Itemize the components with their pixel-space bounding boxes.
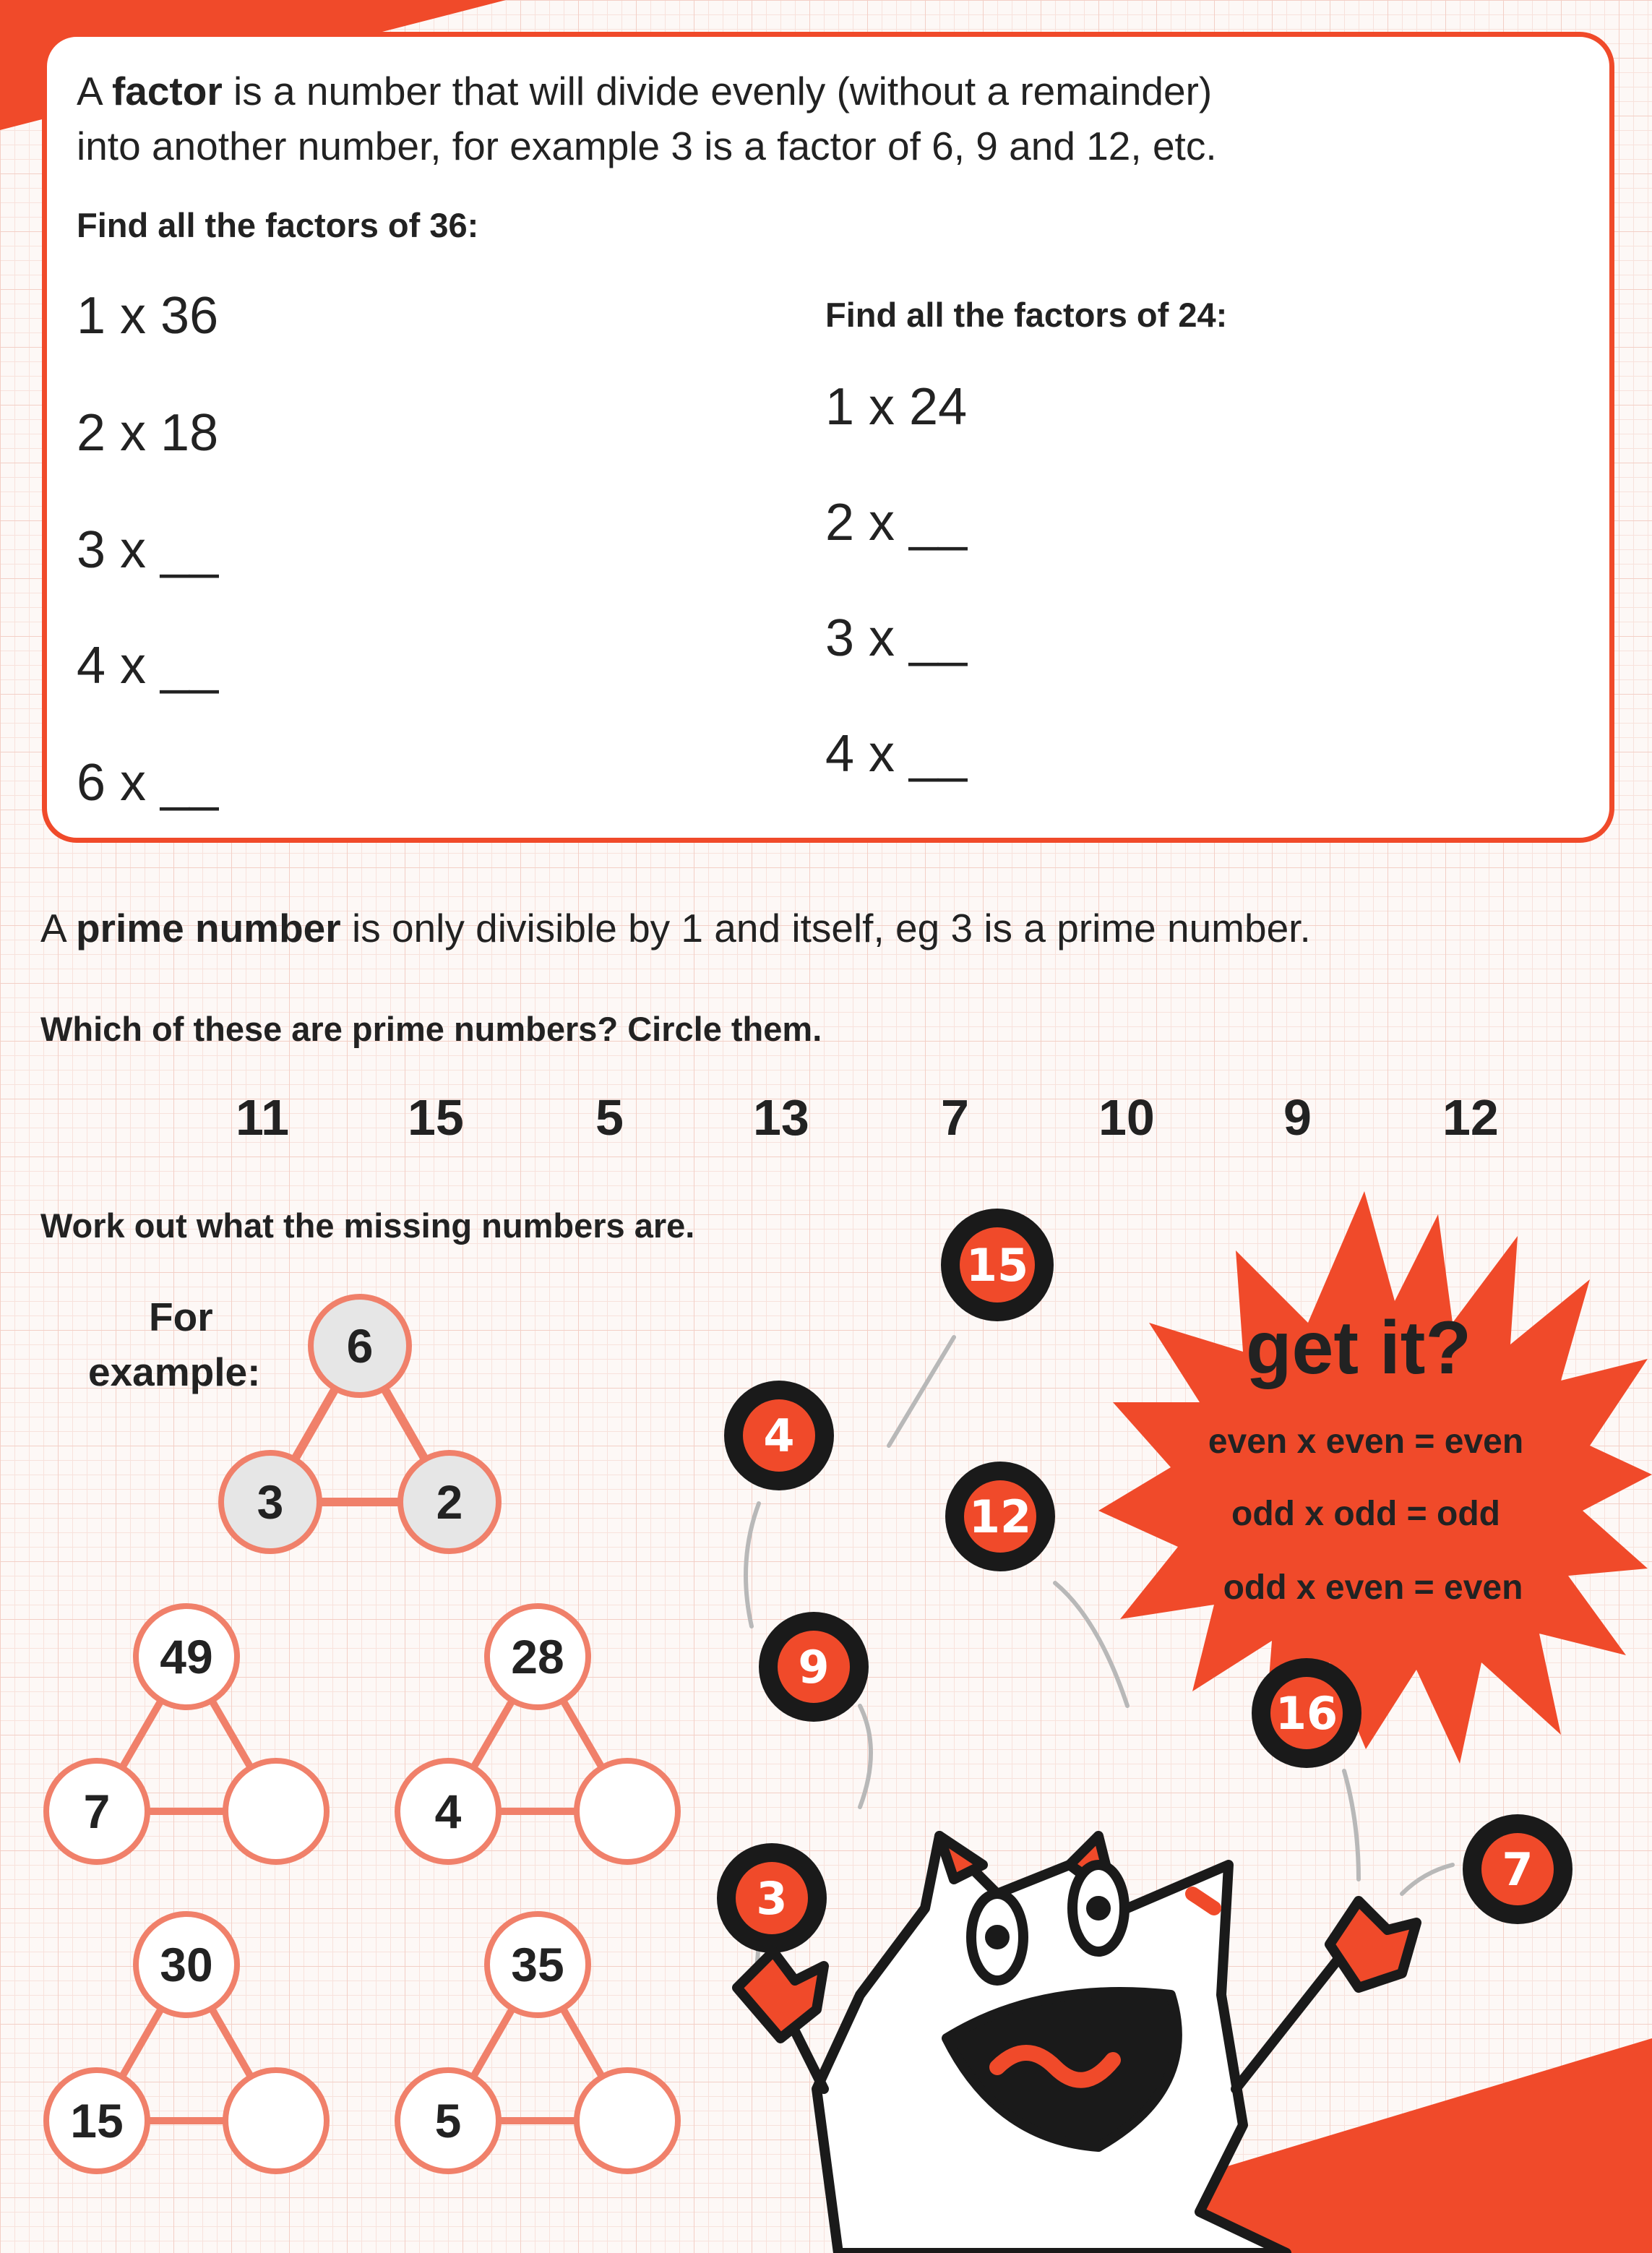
ball-15: [941, 1209, 1054, 1321]
ball-3: [717, 1843, 827, 1953]
triangle-left-value: 15: [70, 2094, 124, 2147]
factor-definition: [77, 64, 1558, 173]
triangle-top-value: 30: [160, 1938, 213, 1991]
ball-number: 4: [763, 1409, 795, 1462]
triangle-left-value: 5: [434, 2094, 462, 2147]
ball-number: 16: [1275, 1687, 1338, 1740]
factor-24-item[interactable]: 4 x __: [825, 725, 968, 783]
number-triangles: [0, 1272, 723, 2176]
prime-candidate[interactable]: 15: [408, 1089, 464, 1146]
prime-candidate[interactable]: 7: [941, 1089, 969, 1146]
factor-intro-line1: is a number that will divide evenly (without a remainder): [222, 69, 1213, 113]
prime-candidate[interactable]: 5: [595, 1089, 624, 1146]
prime-candidate[interactable]: 13: [753, 1089, 809, 1146]
prime-candidate[interactable]: 11: [236, 1089, 289, 1146]
example-left-value: 3: [257, 1475, 284, 1529]
ball-number: 9: [798, 1641, 830, 1694]
ball-number: 7: [1502, 1843, 1533, 1896]
ball-9: [759, 1612, 869, 1722]
triangle-answer-circle[interactable]: [225, 1761, 327, 1862]
factor-36-item[interactable]: 6 x __: [77, 754, 219, 812]
triangle-1: [46, 1606, 327, 1862]
triangle-top-value: 35: [511, 1938, 564, 1991]
factor-36-item: 1 x 36: [77, 287, 219, 345]
triangle-4: [397, 1914, 678, 2171]
triangle-3: [46, 1914, 327, 2171]
factor-intro-line2: into another number, for example 3 is a factor of 6, 9 and 12, etc.: [77, 124, 1217, 168]
ball-number: 3: [756, 1872, 788, 1925]
ball-number: 12: [968, 1490, 1032, 1543]
factor-36-item[interactable]: 3 x __: [77, 521, 219, 579]
factor-36-item: 2 x 18: [77, 404, 219, 462]
factor-term: factor: [111, 69, 223, 113]
juggling-cat-illustration: [694, 1185, 1652, 2253]
example-label-line2: example:: [88, 1349, 261, 1394]
missing-numbers-heading: Work out what the missing numbers are.: [40, 1206, 695, 1245]
prime-candidate[interactable]: 10: [1098, 1089, 1155, 1146]
ball-7: [1463, 1814, 1573, 1924]
prime-candidate[interactable]: 9: [1283, 1089, 1312, 1146]
triangle-2: [397, 1606, 678, 1862]
prime-candidate[interactable]: 12: [1442, 1089, 1499, 1146]
triangle-answer-circle[interactable]: [577, 2070, 678, 2171]
example-right-value: 2: [436, 1475, 463, 1529]
factor-36-item[interactable]: 4 x __: [77, 637, 219, 695]
cat-paw-left: [737, 1952, 824, 2038]
triangle-answer-circle[interactable]: [577, 1761, 678, 1862]
cat-paw-right: [1330, 1901, 1416, 1988]
cat-character: [737, 1836, 1416, 2253]
prime-question: Which of these are prime numbers? Circle them.: [40, 1010, 822, 1048]
example-triangle: [221, 1297, 499, 1551]
prime-definition: [40, 901, 1594, 956]
example-label-line1: For: [149, 1295, 213, 1339]
factors-24-heading: Find all the factors of 24:: [825, 296, 1228, 334]
factor-intro-prefix: A: [77, 69, 112, 113]
prime-term: prime number: [75, 906, 341, 950]
triangle-answer-circle[interactable]: [225, 2070, 327, 2171]
factor-24-item[interactable]: 2 x __: [825, 494, 968, 552]
triangle-top-value: 28: [511, 1630, 564, 1683]
get-it-rule-3: odd x even = even: [1223, 1568, 1523, 1607]
factors-36-heading: Find all the factors of 36:: [77, 206, 479, 244]
factor-24-item: 1 x 24: [825, 378, 968, 436]
prime-intro-prefix: A: [40, 906, 76, 950]
example-top-value: 6: [346, 1319, 374, 1373]
triangle-left-value: 7: [83, 1785, 111, 1838]
factor-24-item[interactable]: 3 x __: [825, 609, 968, 667]
ball-number: 15: [965, 1239, 1029, 1292]
ball-12: [945, 1462, 1055, 1571]
cat-arm-right: [1236, 1952, 1344, 2089]
get-it-title: get it?: [1246, 1306, 1471, 1390]
ball-4: [724, 1381, 834, 1490]
ball-16: [1252, 1658, 1361, 1768]
triangle-top-value: 49: [160, 1630, 213, 1683]
prime-intro-rest: is only divisible by 1 and itself, eg 3 is a prime number.: [340, 906, 1311, 950]
get-it-rule-1: even x even = even: [1208, 1422, 1524, 1461]
get-it-rule-2: odd x odd = odd: [1231, 1495, 1500, 1533]
triangle-left-value: 4: [434, 1785, 462, 1838]
